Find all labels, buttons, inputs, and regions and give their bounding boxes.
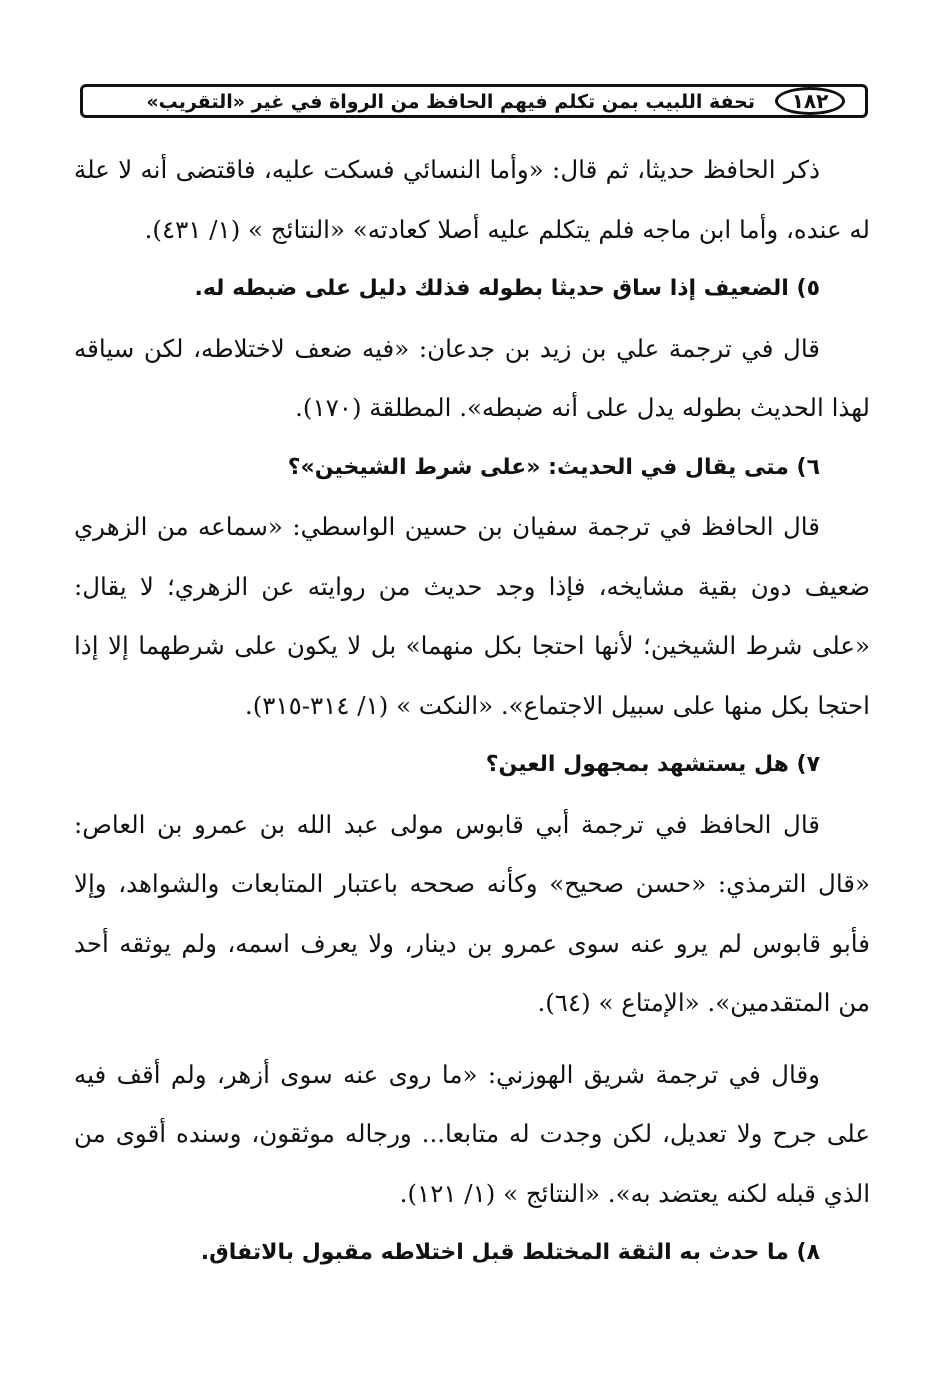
body-paragraph: ذكر الحافظ حديثا، ثم قال: «وأما النسائي فسكت عليه، فاقتضى أنه لا علة له عنده، وأما ابن ماجه فلم يتكلم عليه أصلا كعادته» «النتائج » (١/ ٤٣١). [74, 155, 870, 244]
running-header-title: تحفة اللبيب بمن تكلم فيهم الحافظ من الرواة في غير «التقريب» [146, 91, 755, 113]
section-heading: ٧) هل يستشهد بمجهول العين؟ [485, 752, 820, 777]
body-paragraph: وقال في ترجمة شريق الهوزني: «ما روى عنه سوى أزهر، ولم أقف فيه على جرح ولا تعديل، لكن وجدت له متابعا... ورجاله موثقون، وسنده أقوى من الذي قبله لكنه يعتضد به». «النتائج » (١/ ١٢١). [74, 1059, 870, 1208]
paragraph-gap [74, 1033, 870, 1045]
page-body [74, 140, 870, 1283]
body-paragraph: قال في ترجمة علي بن زيد بن جدعان: «فيه ضعف لاختلاطه، لكن سياقه لهذا الحديث بطوله يدل على أنه ضبطه». المطلقة (١٧٠). [74, 333, 870, 422]
running-header [80, 84, 868, 118]
section-heading: ٦) متى يقال في الحديث: «على شرط الشيخين»؟ [287, 454, 820, 480]
page-number-badge [775, 87, 845, 115]
section-heading: ٥) الضعيف إذا ساق حديثا بطوله فذلك دليل على ضبطه له. [194, 276, 820, 301]
page-number: ١٨٢ [791, 89, 829, 113]
body-paragraph: قال الحافظ في ترجمة أبي قابوس مولى عبد الله بن عمرو بن العاص: «قال الترمذي: «حسن صحيح» وكأنه صححه باعتبار المتابعات والشواهد، وإلا فأبو قابوس لم يرو عنه سوى عمرو بن دينار، ولا يعرف اسمه، ولم يوثقه أحد من المتقدمين». «الإمتاع » (٦٤). [74, 809, 870, 1017]
section-heading: ٨) ما حدث به الثقة المختلط قبل اختلاطه مقبول بالاتفاق. [200, 1240, 820, 1265]
body-paragraph: قال الحافظ في ترجمة سفيان بن حسين الواسطي: «سماعه من الزهري ضعيف دون بقية مشايخه، فإذا وجد حديث من روايته عن الزهري؛ لا يقال: «على شرط الشيخين؛ لأنها احتجا بكل منهما» بل لا يكون على شرطهما إلا إذا احتجا بكل منها على سبيل الاجتماع». «النكت » (١/ ٣١٤-٣١٥). [74, 512, 870, 720]
